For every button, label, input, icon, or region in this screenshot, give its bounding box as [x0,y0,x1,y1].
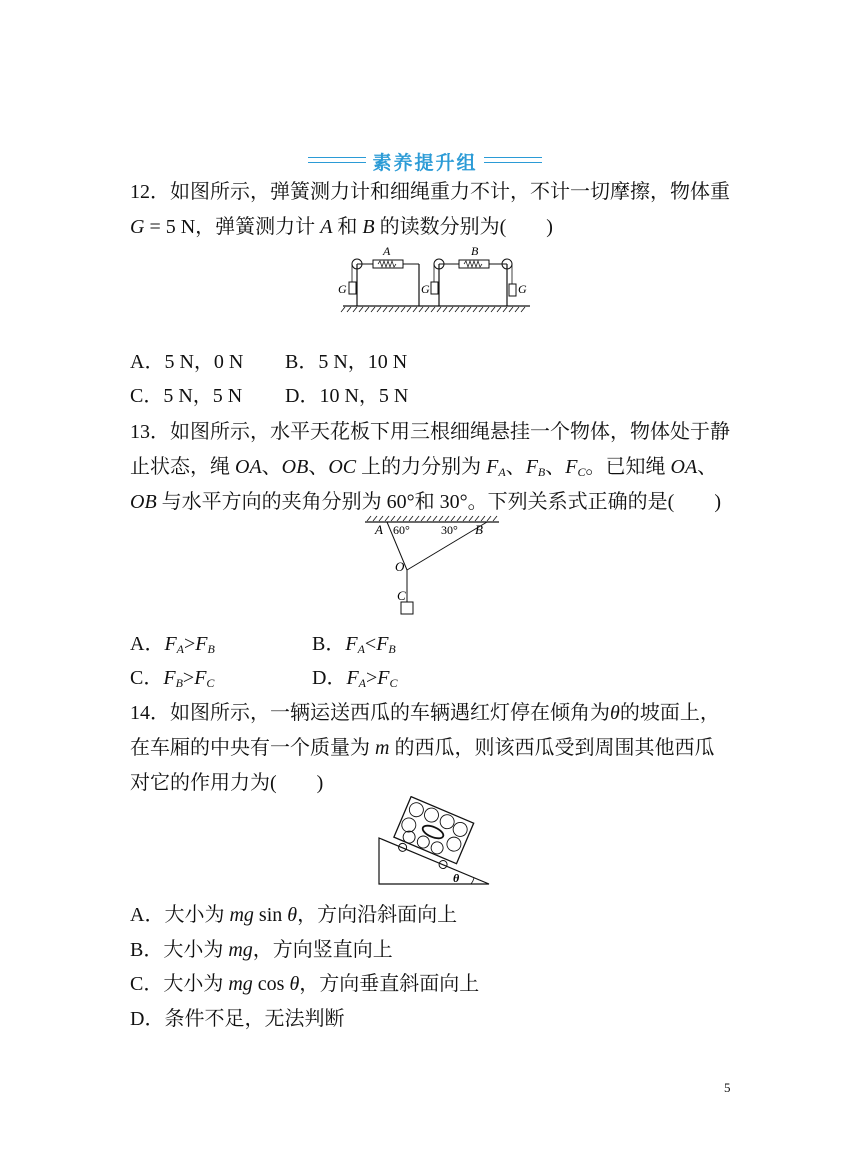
q13-option-a: A．$F_A>F_B$ [130,633,215,656]
title-decoration-right [480,157,542,163]
q14-stem-line1: 14．如图所示，一辆运送西瓜的车辆遇红灯停在倾角为θ的坡面上， [130,702,720,724]
q12-fig-label-a: A [383,244,391,258]
section-title [300,148,550,172]
q14-option-a: A．大小为 mg sin θ，方向沿斜面向上 [130,904,458,926]
q13-option-b: B．$F_A<F_B$ [312,633,396,656]
title-decoration-left [308,157,370,163]
q12-option-b: B．5 N，10 N [285,351,408,373]
q12-fig-g-middle: G [421,282,430,296]
q13-option-d: D．$F_A>F_C$ [312,667,398,690]
q13-fig-label-a: A [375,522,383,537]
q12-option-c: C．5 N，5 N [130,385,243,407]
q13-fig-label-c: C [397,588,406,603]
q14-fig-theta: θ [453,871,460,885]
q13-stem-line1: 13．如图所示，水平天花板下用三根细绳悬挂一个物体，物体处于静 [130,421,730,443]
q12-option-d: D．10 N，5 N [285,385,409,407]
q13-figure [363,514,503,619]
q13-option-c: C．$F_B>F_C$ [130,667,215,690]
page-number: 5 [724,1080,731,1095]
q12-option-a: A．5 N，0 N [130,351,244,373]
q14-stem-line2: 在车厢的中央有一个质量为 m 的西瓜，则该西瓜受到周围其他西瓜 [130,737,715,759]
q12-fig-label-b: B [471,244,479,258]
q12-fig-g-right: G [518,282,527,296]
q12-stem-line2: G = 5 N，弹簧测力计 A 和 B 的读数分别为( ) [130,216,553,238]
q13-fig-label-o: O [395,559,405,574]
q12-figure [335,240,535,315]
q14-option-c: C．大小为 mg cos θ，方向垂直斜面向上 [130,973,480,995]
q14-option-b: B．大小为 mg，方向竖直向上 [130,939,393,961]
q14-stem-line3: 对它的作用力为( ) [130,772,324,794]
q14-figure [375,796,495,888]
q13-fig-angle-60: 60° [393,523,410,537]
q13-fig-label-b: B [475,522,483,537]
q13-fig-angle-30: 30° [441,523,458,537]
q13-stem-line2: 止状态，绳 OA、OB、OC 上的力分别为 $F_A$、$F_B$、$F_C$。已知绳 OA、 [130,456,718,479]
q12-stem-line1: 12．如图所示，弹簧测力计和细绳重力不计，不计一切摩擦，物体重 [130,181,730,203]
q14-option-d: D．条件不足，无法判断 [130,1008,345,1030]
q12-fig-g-left: G [338,282,347,296]
section-title-text: 素养提升组 [366,152,483,174]
q13-stem-line3: OB 与水平方向的夹角分别为 60°和 30°。下列关系式正确的是( ) [130,491,721,513]
